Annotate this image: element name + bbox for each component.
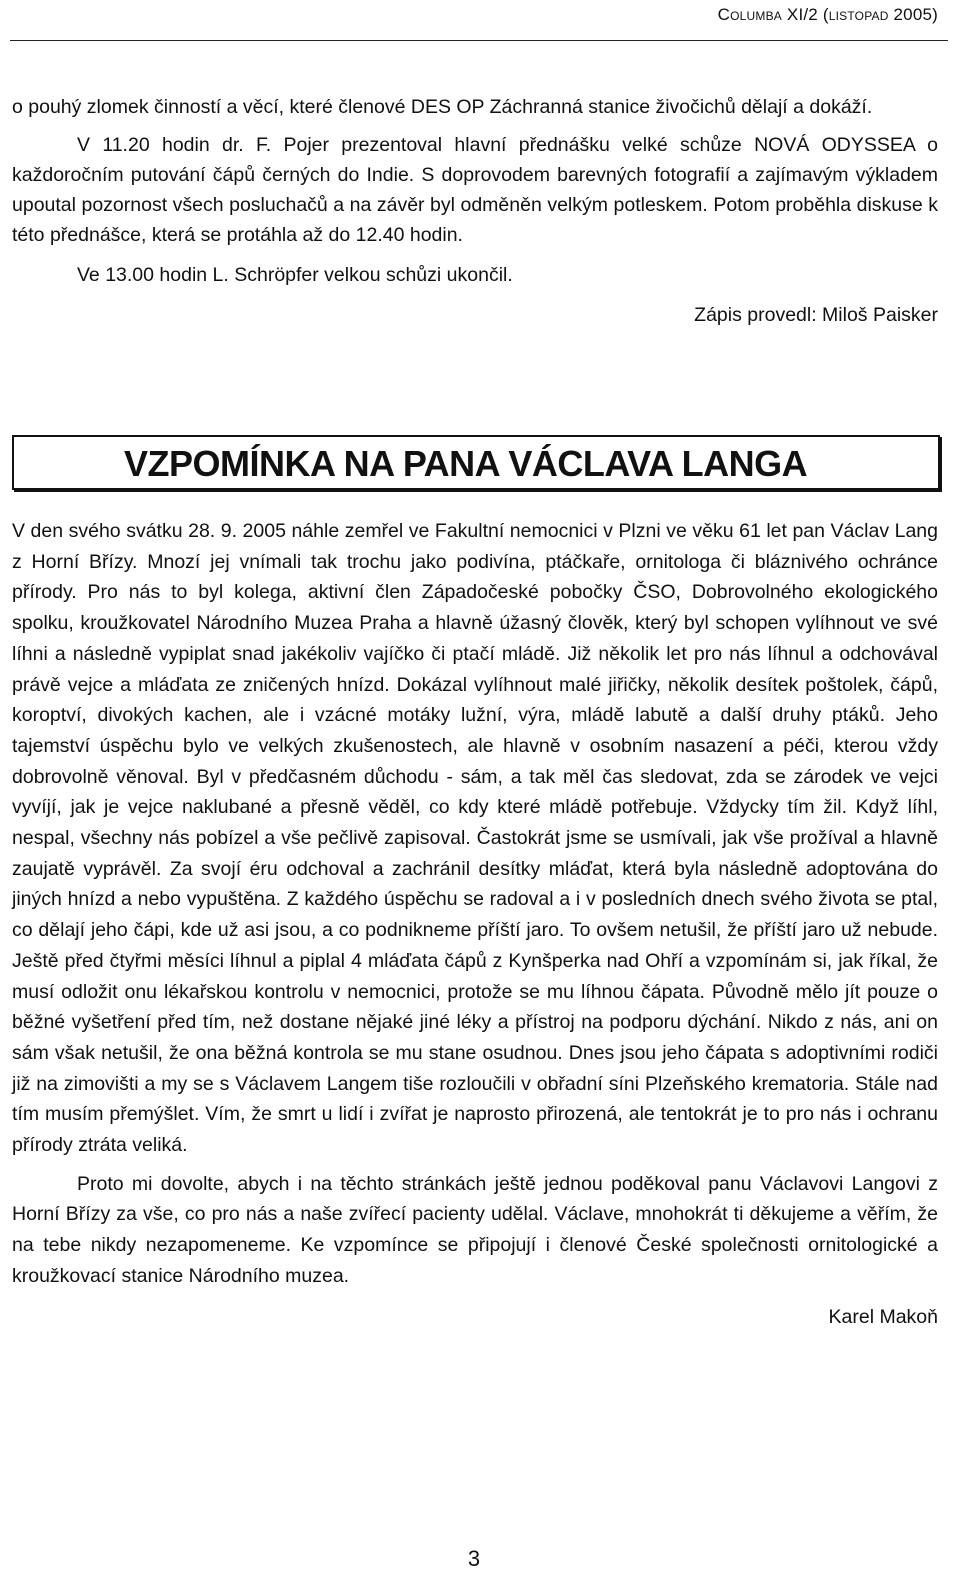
recorder-signature: Zápis provedl: Miloš Paisker — [694, 304, 938, 326]
article-body — [12, 516, 938, 1332]
page-number: 3 — [467, 1546, 481, 1571]
article-thanks-paragraph: Proto mi dovolte, abych i na těchto stránkách ještě jednou poděkoval panu Václavovi Langovi z Horní Břízy za vše, co pro nás a naše zvířecí pacienty udělal. Václave, mnohokrát ti děkujeme a věřím, že na tebe nikdy nezapomeneme. Ke vzpomínce se připojují i členové České společnosti ornitologické a kroužkovací stanice Národního muzea. — [12, 1172, 938, 1287]
article-paragraph: V den svého svátku 28. 9. 2005 náhle zemřel ve Fakultní nemocnici v Plzni ve věku 61 let pan Václav Lang z Horní Břízy. Mnozí jej vnímali tak trochu jako podivína, ptáčkaře, ornitologa či bláznivého ochránce přírody. Pro nás to byl kolega, aktivní člen Západočeské pobočky ČSO, Dobrovolného ekologického spolku, kroužkovatel Národního Muzea Praha a hlavně úžasný člověk, který byl schopen vylíhnout ve své líhni a následně vypiplat snad jakékoliv vajíčko či ptačí mládě. Již několik let pro nás líhnul a odchovával právě vejce a mláďata ze zničených hnízd. Dokázal vylíhnout malé jiřičky, několik desítek poštolek, čápů, koroptví, divokých kachen, ale i vzácné motáky lužní, výra, mládě labutě a další druhy ptáků. Jeho tajemství úspěchu bylo ve velkých zkušenostech, ale hlavně v osobním nasazení a péči, kterou vždy dobrovolně věnoval. Byl v předčasném důchodu - sám, a tak měl čas sledovat, zda se zárodek ve vejci vyvíjí, jak je vejce naklubané a přesně věděl, co kdy které mládě potřebuje. Vždycky tím žil. Když líhl, nespal, všechny nás pobízel a vše pečlivě zapisoval. Častokrát jsme se usmívali, jak vše prožíval a hlavně zaujatě vyprávěl. Za svojí éru odchoval a zachránil desítky mláďat, která byla následně adoptována do jiných hnízd a nebo vypuštěna. Z každého úspěchu se radoval a i v posledních dnech svého života se ptal, co dělají jeho čápi, kde už asi jsou, a co podnikneme příští jaro. To ovšem netušil, že příští jaro už nebude. Ještě před čtyřmi měsíci líhnul a piplal 4 mláďata čápů z Kynšperka nad Ohří a vzpomínám si, jak říkal, že musí odložit onu lékařskou kontrolu v nemocnici, protože se mu líhnou čápata. Původně mělo jít pouze o běžné vyšetření před tím, než dostane nějaké jiné léky a přístroj na podporu dýchání. Nikdo z nás, ani on sám však netušil, že ona běžná kontrola se mu stane osudnou. Dnes jsou jeho čápata s adoptivními rodiči již na zimovišti a my se s Václavem Langem tiše rozloučili v obřadní síni Plzeňského krematoria. Stále nad tím musím přemýšlet. Vím, že smrt u lidí i zvířat je naprosto přirozená, ale tentokrát je to pro nás i ochranu přírody ztráta veliká. — [12, 520, 938, 1157]
lecture-paragraph: V 11.20 hodin dr. F. Pojer prezentoval hlavní přednášku velké schůze NOVÁ ODYSSEA o každoročním putování čápů černých do Indie. S doprovodem barevných fotografií a zajímavým výkladem upoutal pozornost všech posluchačů a na závěr byl odměněn velkým potleskem. Potom proběhla diskuse k této přednášce, která se protáhla až do 12.40 hodin. — [12, 134, 938, 246]
running-header — [718, 5, 938, 25]
page-header — [10, 0, 948, 41]
closing-paragraph: Ve 13.00 hodin L. Schröpfer velkou schůzi ukončil. — [77, 264, 513, 286]
author-signature: Karel Makoň — [828, 1305, 938, 1328]
intro-paragraph: o pouhý zlomek činností a věcí, které členové DES OP Záchranná stanice živočichů dělají a dokáží. — [12, 96, 873, 118]
article-title-box — [12, 435, 940, 490]
intro-section — [12, 92, 938, 330]
article-title: VZPOMÍNKA NA PANA VÁCLAVA LANGA — [124, 443, 808, 484]
running-header-text: Columba XI/2 (listopad 2005) — [717, 5, 938, 24]
